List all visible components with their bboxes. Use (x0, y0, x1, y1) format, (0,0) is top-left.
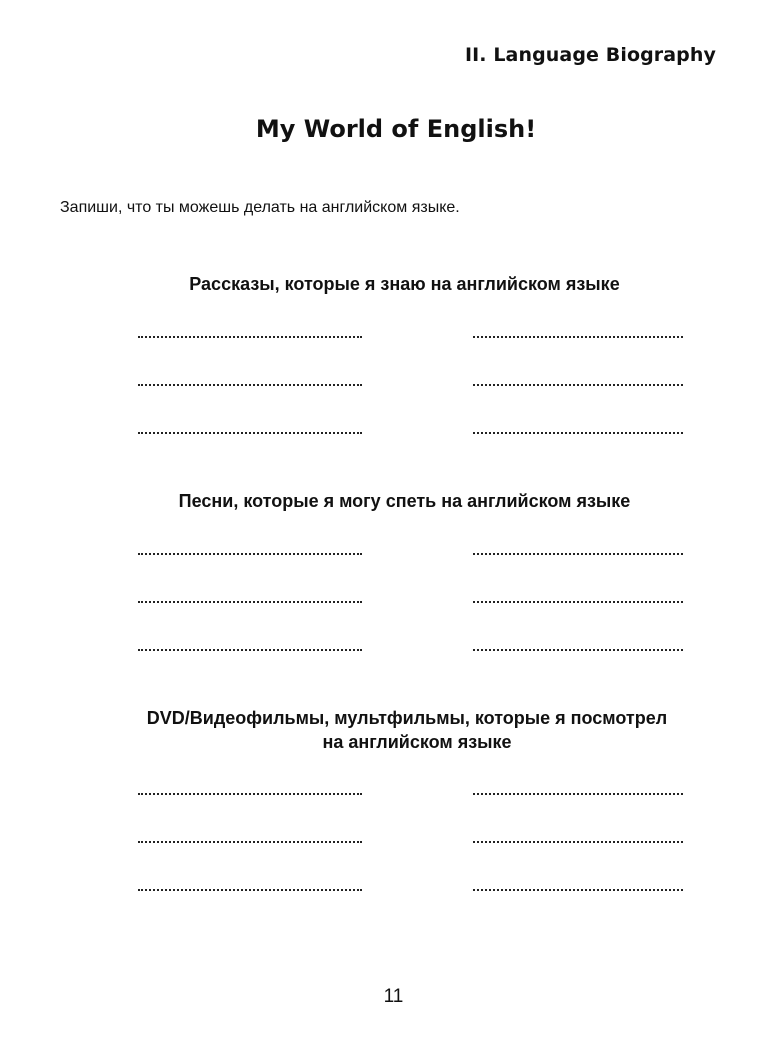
films-heading-line1: DVD/Видеофильмы, мультфильмы, которые я посмотрел (146, 708, 668, 728)
films-blank-line[interactable] (138, 793, 362, 795)
films-heading (0, 706, 784, 754)
stories-blank-line[interactable] (473, 336, 683, 338)
songs-blank-line[interactable] (138, 649, 362, 651)
songs-blank-line[interactable] (138, 601, 362, 603)
stories-blank-line[interactable] (473, 432, 683, 434)
stories-heading: Рассказы, которые я знаю на английском языке (189, 274, 620, 294)
page-number: 11 (383, 986, 404, 1007)
instruction-text: Запиши, что ты можешь делать на английском языке. (60, 199, 460, 216)
stories-blank-line[interactable] (473, 384, 683, 386)
songs-blank-line[interactable] (473, 601, 683, 603)
stories-blank-line[interactable] (138, 432, 362, 434)
films-blank-line[interactable] (473, 793, 683, 795)
songs-blank-line[interactable] (473, 649, 683, 651)
films-blank-line[interactable] (138, 841, 362, 843)
stories-blank-line[interactable] (138, 336, 362, 338)
films-blank-line[interactable] (138, 889, 362, 891)
films-heading-line2: на английском языке (322, 732, 512, 752)
stories-blank-line[interactable] (138, 384, 362, 386)
section-header: II. Language Biography (464, 44, 716, 66)
page-title: My World of English! (255, 115, 537, 143)
songs-blank-line[interactable] (473, 553, 683, 555)
films-blank-line[interactable] (473, 841, 683, 843)
songs-blank-line[interactable] (138, 553, 362, 555)
songs-heading: Песни, которые я могу спеть на английском языке (178, 491, 631, 511)
films-blank-line[interactable] (473, 889, 683, 891)
